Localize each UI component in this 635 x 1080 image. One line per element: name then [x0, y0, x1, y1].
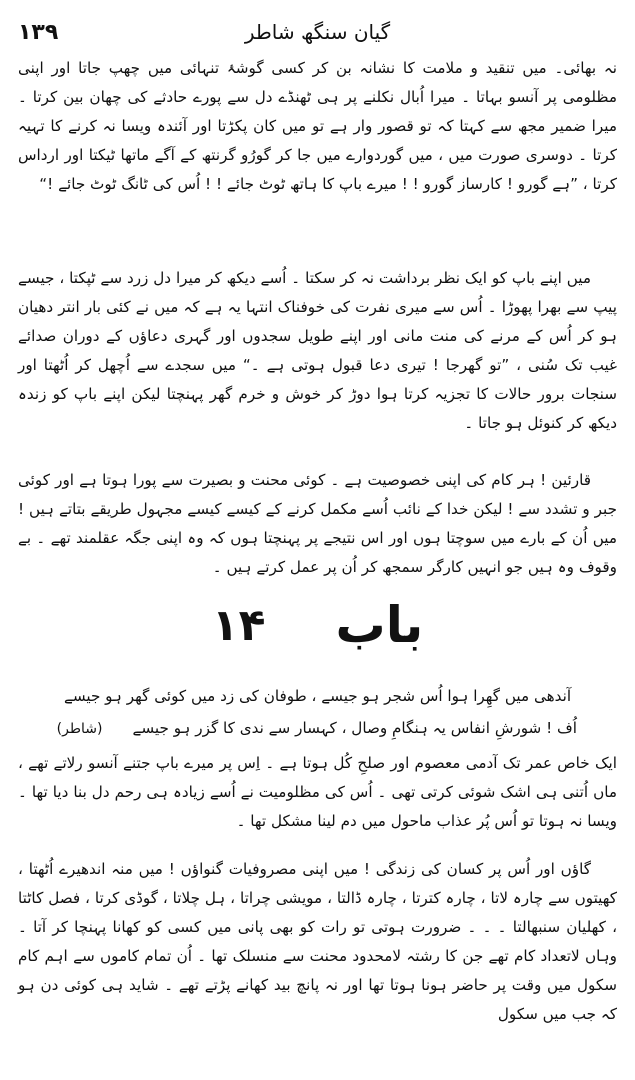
page-header [18, 10, 617, 54]
running-head: گیان سنگھ شاطر [244, 20, 391, 44]
paragraph-gap [18, 843, 617, 855]
chapter-word: باب [335, 596, 424, 654]
verse-line [18, 712, 617, 745]
page-number: ۱۳۹ [18, 19, 59, 45]
paragraph: نہ بھائی۔ میں تنقید و ملامت کا نشانہ بن کر کسی گوشۂ تنہائی میں چھپ جاتا اور اپنی مظلومی پر آنسو بہاتا ۔ میرا اُبال نکلنے پر ہی ٹھنڈے دل سے پورے حادثے کی چھان بین کرتا ۔ میرا ضمیر مجھ سے کہتا کہ تو قصور وار ہے تو میں کان پکڑتا اور آئندہ ویسا نہ کرنے کا تہیہ کرتا ۔ دوسری صورت میں ، میں گوردوارے میں جا کر گورُو گرنتھ کے آگے ماتھا ٹیکتا اور ارداس کرتا ، ”ہے گورو ! کارساز گورو ! ! میرے باپ کا ہاتھ ٹوٹ جائے ! ! اُس کی ٹانگ ٹوٹ جائے !“ [18, 59, 617, 193]
paragraph: قارئین ! ہر کام کی اپنی خصوصیت ہے ۔ کوئی محنت و بصیرت سے پورا ہوتا ہے اور کوئی جبر و تشدد سے ! لیکن خدا کے نائب اُسے مکمل کرنے کے کیسے کیسے مجہول طریقے بتاتے ہیں ! میں اُن کے بارے میں سوچتا ہوں اور اس نتیجے پر پہنچتا ہوں کہ وہ اپنی جگہ عقلمند تھے ۔ بے وقوف وہ ہیں جو انہیں کارگر سمجھ کر اُن پر عمل کرتے ہیں ۔ [18, 471, 617, 576]
chapter-heading [18, 570, 617, 680]
paragraph: میں اپنے باپ کو ایک نظر برداشت نہ کر سکتا ۔ اُسے دیکھ کر میرا دل زرد سے ٹپکتا ، جیسے پیپ سے بھرا پھوڑا ۔ اُس سے میری نفرت کی خوفناک انتہا یہ ہے کہ میں نے کئی بار انتر دھیان ہو کر اُس کے مرنے کی منت مانی اور اپنے طویل سجدوں اور گہری دعاؤں کے دوران صدائے غیب تک سُنی ، ”تو گھرجا ! تیری دعا قبول ہوتی ہے ۔“ میں سجدے سے اُچھل کر اُٹھتا اور سنجات برور حالات کا تجزیہ کرتا ہوا دوڑ کر خوش و خرم گھر پہنچتا لیکن اپنے باپ کو زندہ دیکھ کر کنوئل ہو جاتا ۔ [18, 269, 617, 432]
paragraph: گاؤں اور اُس پر کسان کی زندگی ! میں اپنی مصروفیات گنواؤں ! میں منہ اندھیرے اُٹھتا ، کھیتوں سے چارہ لاتا ، چارہ کترتا ، چارہ ڈالتا ، مویشی چراتا ، ہل چلاتا ، گوڈی کرتا ، فصل کاٹتا ، کھلیان سنبھالتا ۔ ۔ ۔ ضرورت ہوتی تو رات کو بھی پانی میں کسی کو کھانا پہنچا کر آتا ۔ وہاں لاتعداد کام تھے جن کا رشتہ لامحدود محنت سے منسلک تھا ۔ اُن تمام کاموں سے اہم کام سکول میں وقت پر حاضر ہونا ہوتا تھا اور نہ پانچ بید کھانے پڑتے تھے ۔ شاید ہی کوئی دن ہو کہ جب میں سکول [18, 860, 617, 1023]
paragraph: ایک خاص عمر تک آدمی معصوم اور صلحِ کُل ہوتا ہے ۔ اِس پر میرے باپ جتنے آنسو رلاتے تھے ، ماں اُتنی ہی اشک شوئی کرتی تھی ۔ اُس کی مظلومیت نے اُسے زیادہ ہی رحم دل بنا دیا تھا ۔ ویسا نہ ہوتا تو اُس پُر عذاب ماحول میں دم لینا مشکل تھا ۔ [18, 754, 617, 830]
verse-line-text: اُف ! شورشِ انفاس یہ ہنگامِ وصال ، کہسار سے ندی کا گزر ہو جیسے [132, 719, 577, 737]
epigraph-verse [18, 680, 617, 745]
verse-line: آندھی میں گھِرا ہوا اُس شجر ہو جیسے ، طوفان کی زد میں کوئی گھر ہو جیسے [63, 687, 572, 705]
chapter-number: ۱۴ [211, 599, 266, 651]
verse-poet: (شاطر) [56, 721, 103, 737]
